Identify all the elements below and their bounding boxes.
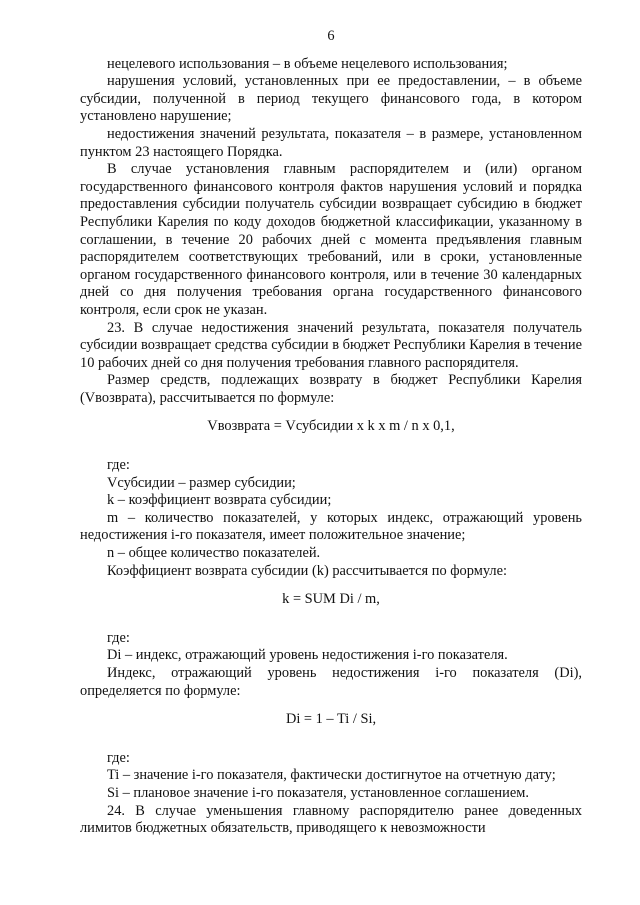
paragraph-violation: нарушения условий, установленных при ее предоставлении, – в объеме субсидии, полученной в период текущего финансового года, в котором установлено нарушение; <box>80 73 582 125</box>
page-number: 6 <box>327 28 335 44</box>
paragraph-item-24: 24. В случае уменьшения главному распорядителю ранее доведенных лимитов бюджетных обязательств, приводящего к невозможности <box>80 802 582 837</box>
paragraph-non-achievement: недостижения значений результата, показателя – в размере, установленном пунктом 23 настоящего Порядка. <box>80 125 582 160</box>
where-label-2: где: <box>107 629 130 646</box>
where-label-3: где: <box>107 749 130 766</box>
definition-n: n – общее количество показателей. <box>107 545 321 562</box>
paragraph-coefficient: Коэффициент возврата субсидии (k) рассчитывается по формуле: <box>107 562 507 579</box>
paragraph-item-23: 23. В случае недостижения значений результата, показателя получатель субсидии возвращает средства субсидии в бюджет Республики Карелия в течение 10 рабочих дней со дня получения требования главного распорядителя. <box>80 319 582 371</box>
definition-m: m – количество показателей, у которых индекс, отражающий уровень недостижения i-го показателя, имеет положительное значение; <box>80 509 582 544</box>
formula-index: Di = 1 – Ti / Si, <box>285 711 377 728</box>
paragraph-return-amount: Размер средств, подлежащих возврату в бюджет Республики Карелия (Vвозврата), рассчитывается по формуле: <box>80 372 582 406</box>
paragraph-index: Индекс, отражающий уровень недостижения i-го показателя (Di), определяется по формуле: <box>80 665 582 699</box>
formula-return-amount: Vвозврата = Vсубсидии x k x m / n x 0,1, <box>207 418 455 435</box>
definition-v-subsidy: Vсубсидии – размер субсидии; <box>107 474 296 491</box>
definition-si: Si – плановое значение i-го показателя, установленное соглашением. <box>107 784 529 801</box>
definition-ti: Ti – значение i-го показателя, фактически достигнутое на отчетную дату; <box>107 767 556 784</box>
definition-di: Di – индекс, отражающий уровень недостижения i-го показателя. <box>107 647 508 664</box>
formula-coefficient: k = SUM Di / m, <box>282 591 380 608</box>
where-label-1: где: <box>107 457 130 474</box>
paragraph-misuse: нецелевого использования – в объеме нецелевого использования; <box>107 55 508 72</box>
definition-k: k – коэффициент возврата субсидии; <box>107 492 332 509</box>
paragraph-return-procedure: В случае установления главным распорядителем и (или) органом государственного финансового контроля фактов нарушения условий и порядка предоставления субсидии получатель субсидии возвращает субсидию в бюджет Республики Карелия по коду доходов бюджетной классификации, указанному в соглашении, в течение 20 рабочих дней с момента предъявления главным распорядителем соответствующих требований, или в сроки, установленные органом государственного финансового контроля, или в течение 30 календарных дней со дня получения требования органа государственного финансового контроля, если срок не указан. <box>80 161 582 318</box>
